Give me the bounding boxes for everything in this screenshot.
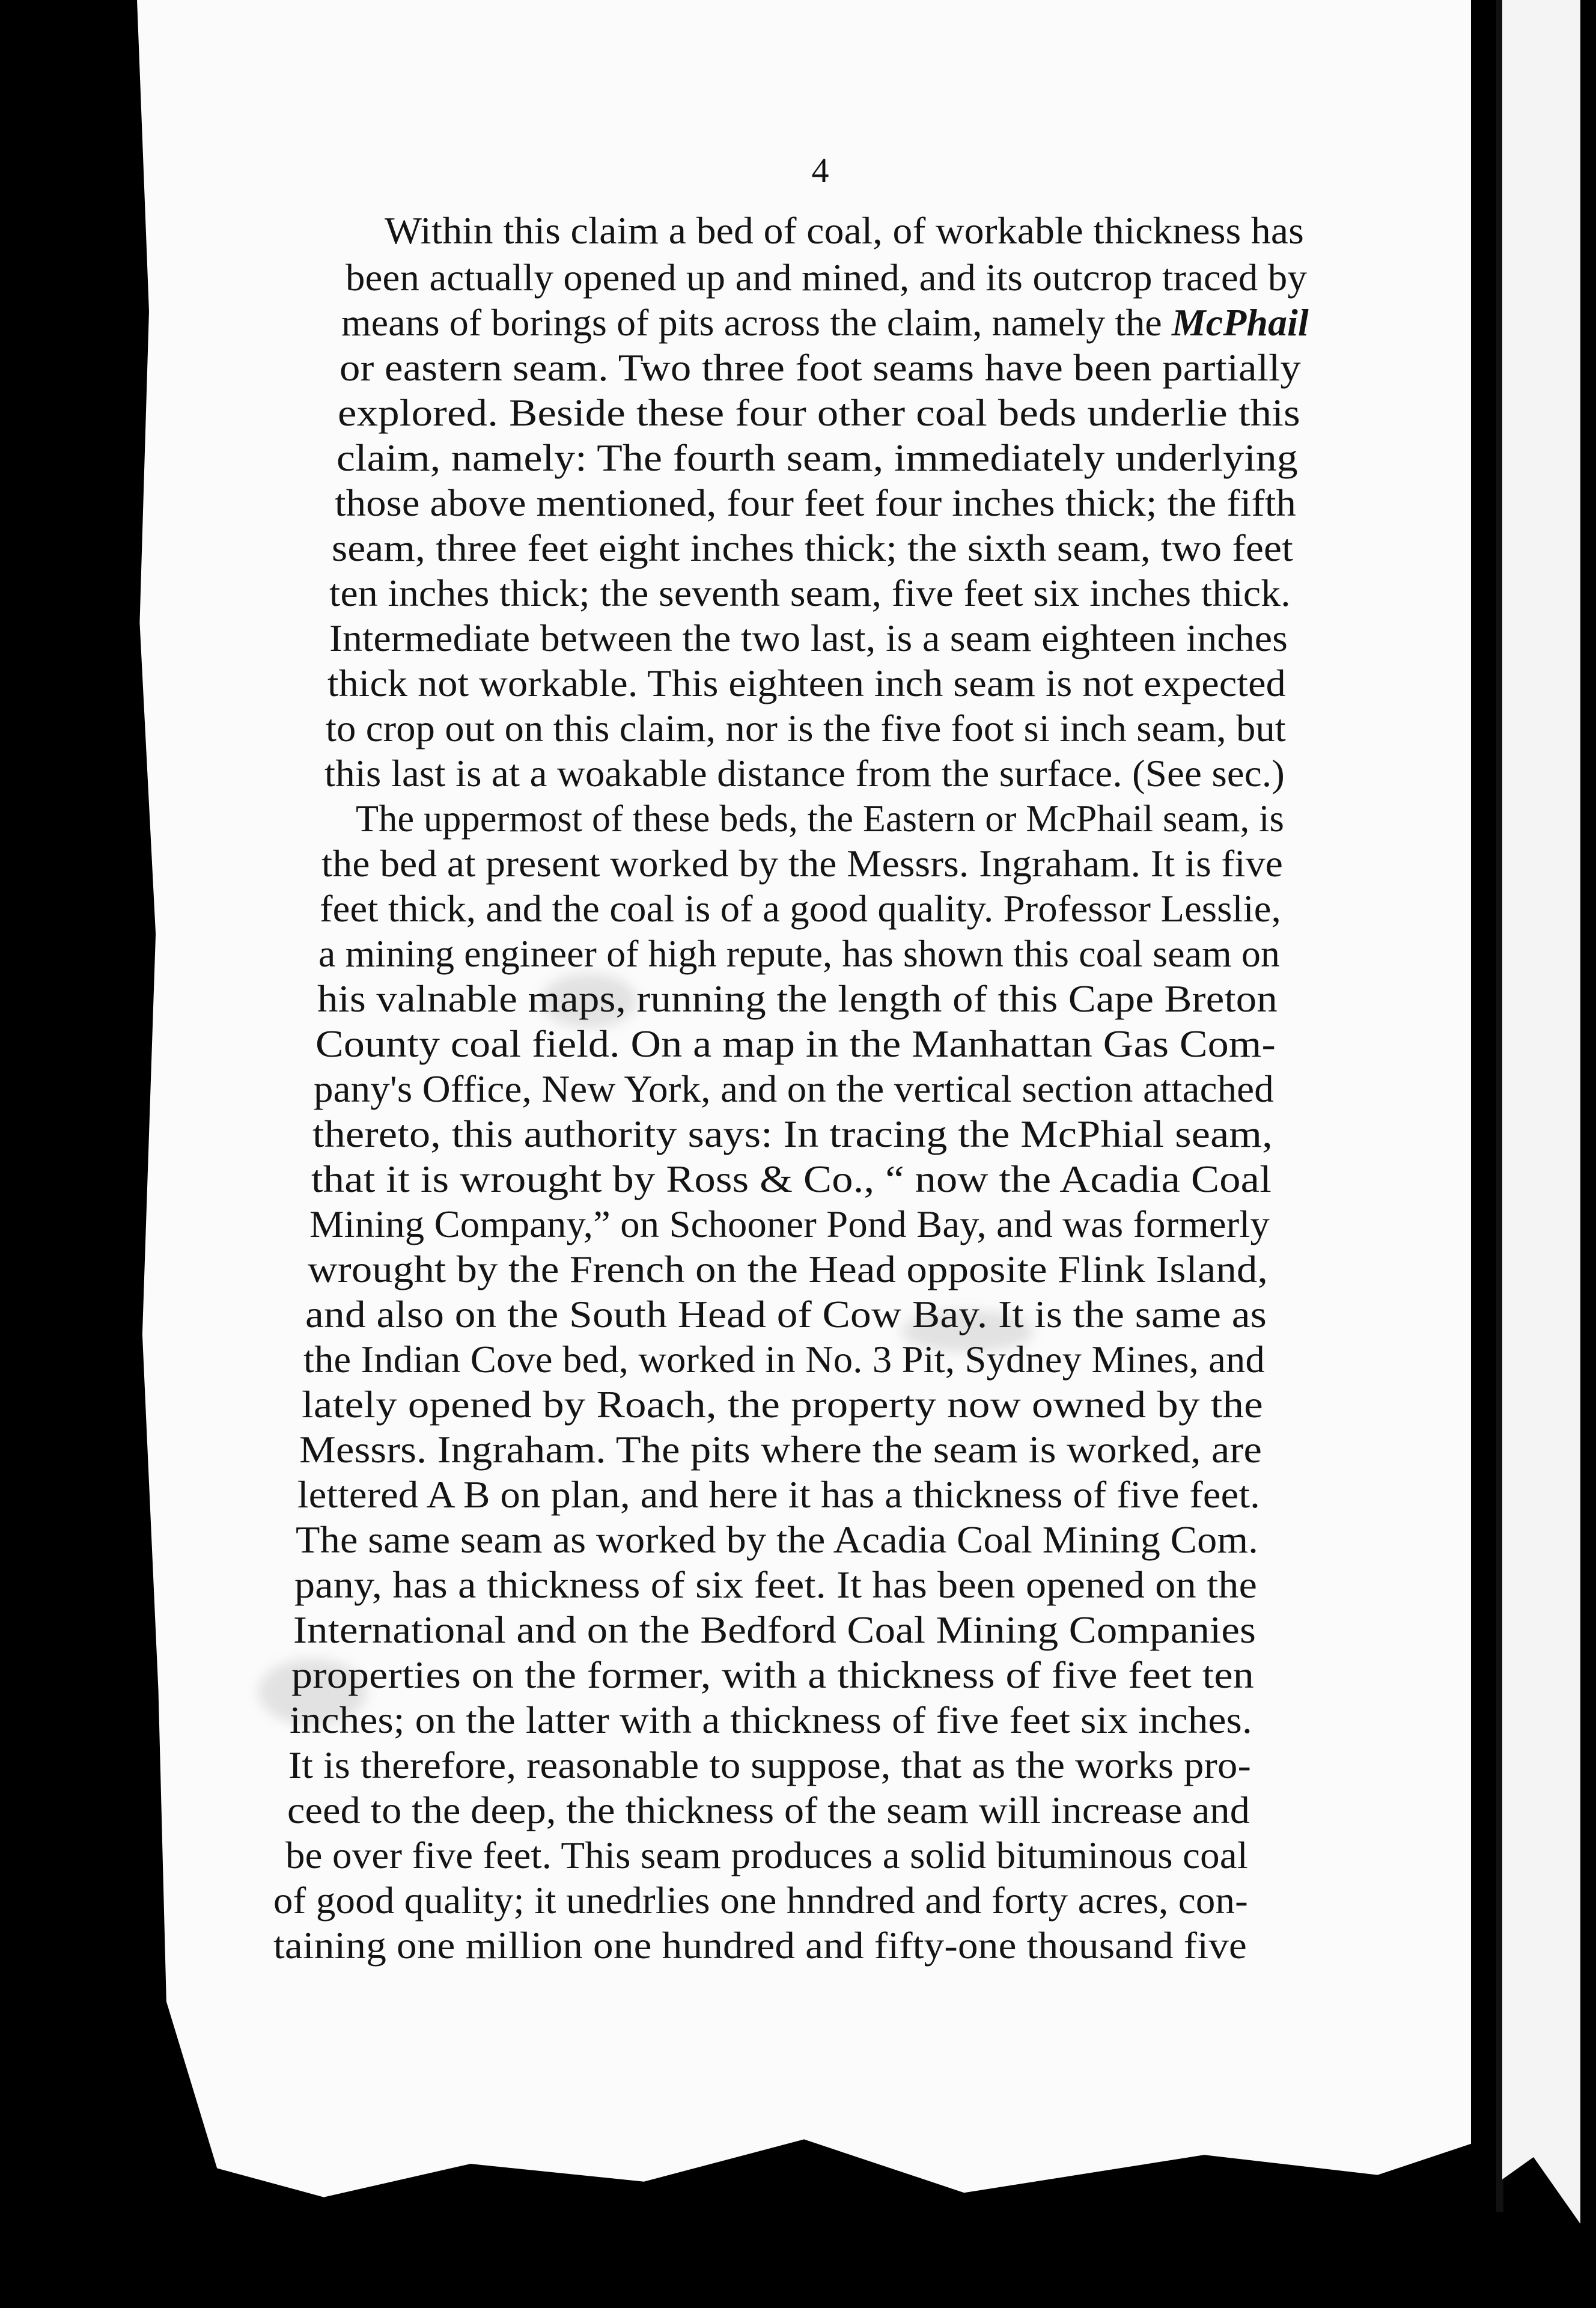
- text-line: been actually opened up and mined, and its outcrop traced by: [346, 256, 1308, 299]
- text-line: ceed to the deep, the thickness of the seam will increase and: [287, 1789, 1250, 1831]
- text-line: County coal field. On a map in the Manhattan Gas Com-: [315, 1022, 1276, 1065]
- text-line: Within this claim a bed of coal, of workable thickness has: [385, 209, 1304, 252]
- text-line: The same seam as worked by the Acadia Coal Mining Com.: [296, 1518, 1258, 1561]
- text-line: The uppermost of these beds, the Eastern or McPhail seam, is: [356, 797, 1284, 840]
- text-line: pany, has a thickness of six feet. It has been opened on the: [294, 1563, 1258, 1606]
- text-line: lettered A B on plan, and here it has a thickness of five feet.: [297, 1473, 1261, 1516]
- text-line: the bed at present worked by the Messrs. Ingraham. It is five: [321, 842, 1284, 885]
- text-line: taining one million one hundred and fifty-one thousand five: [273, 1924, 1247, 1967]
- text-line: that it is wrought by Ross & Co., “ now the Acadia Coal: [311, 1158, 1272, 1200]
- text-line: It is therefore, reasonable to suppose, that as the works pro-: [288, 1744, 1252, 1786]
- text-line: [341, 301, 1309, 344]
- text-line: pany's Office, New York, and on the vertical section attached: [314, 1067, 1274, 1110]
- text-line: ten inches thick; the seventh seam, five feet six inches thick.: [329, 572, 1291, 614]
- text-line: be over five feet. This seam produces a solid bituminous coal: [285, 1834, 1249, 1876]
- italic-name: McPhail: [1172, 301, 1309, 344]
- text-line: properties on the former, with a thickness of five feet ten: [291, 1653, 1254, 1696]
- text-line: thereto, this authority says: In tracing the McPhial seam,: [312, 1113, 1273, 1155]
- text-line: to crop out on this claim, nor is the five foot si inch seam, but: [326, 707, 1287, 749]
- text-line: Intermediate between the two last, is a seam eighteen inches: [329, 617, 1288, 659]
- text-line: or eastern seam. Two three foot seams have been partially: [340, 346, 1301, 389]
- text-line: this last is at a woakable distance from the surface. (See sec.): [324, 752, 1285, 795]
- line-text: means of borings of pits across the claim, namely the: [341, 301, 1162, 344]
- text-line: feet thick, and the coal is of a good quality. Professor Lesslie,: [320, 887, 1281, 930]
- text-line: of good quality; it unedrlies one hnndred and forty acres, con-: [273, 1879, 1248, 1922]
- page-number: 4: [811, 151, 829, 190]
- text-line: his valnable maps, running the length of this Cape Breton: [317, 977, 1278, 1020]
- text-line: the Indian Cove bed, worked in No. 3 Pit, Sydney Mines, and: [303, 1338, 1265, 1381]
- text-line: claim, namely: The fourth seam, immediately underlying: [337, 436, 1298, 479]
- text-line: a mining engineer of high repute, has shown this coal seam on: [318, 932, 1281, 975]
- text-line: those above mentioned, four feet four inches thick; the fifth: [335, 481, 1297, 524]
- text-line: and also on the South Head of Cow Bay. It is the same as: [305, 1293, 1267, 1336]
- text-line: thick not workable. This eighteen inch seam is not expected: [327, 662, 1286, 704]
- text-line: wrought by the French on the Head opposite Flink Island,: [308, 1248, 1268, 1290]
- text-line: seam, three feet eight inches thick; the sixth seam, two feet: [332, 527, 1294, 569]
- text-line: International and on the Bedford Coal Mining Companies: [293, 1608, 1256, 1651]
- text-line: inches; on the latter with a thickness of five feet six inches.: [290, 1699, 1252, 1741]
- text-line: Messrs. Ingraham. The pits where the seam is worked, are: [299, 1428, 1262, 1471]
- text-line: explored. Beside these four other coal beds underlie this: [338, 391, 1300, 434]
- text-line: lately opened by Roach, the property now owned by the: [302, 1383, 1263, 1426]
- text-line: Mining Company,” on Schooner Pond Bay, and was formerly: [309, 1203, 1270, 1245]
